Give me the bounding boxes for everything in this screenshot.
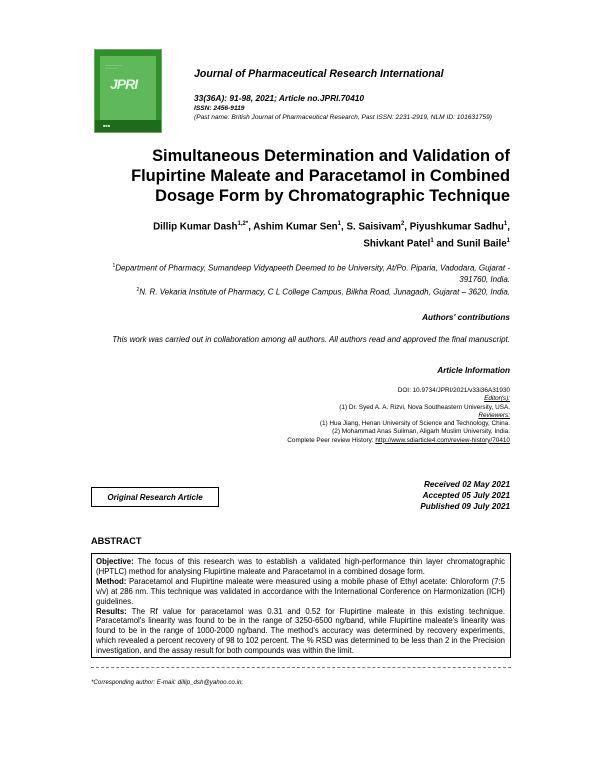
- article-info: [200, 387, 510, 445]
- author-line: [90, 217, 510, 234]
- reviewer-entry: (2) Mohammad Anas Suliman, Aligarh Muslim University, India.: [332, 428, 510, 436]
- author-separator: and: [433, 238, 457, 250]
- abstract-box: [91, 553, 511, 658]
- article-info-heading: Article Information: [437, 366, 510, 375]
- author-affil-mark: 1,2*: [237, 221, 249, 227]
- contributions-text: This work was carried out in collaboration among all authors. All authors read and approved the final manuscript.: [112, 335, 510, 344]
- affiliation-2: [90, 285, 510, 298]
- results-text: The Rf value for paracetamol was 0.31 and 0.52 for Flupirtine maleate in this existing technique. Paracetamol's linearity was found to be in the range of 3250-6500 ng/band, while Flupirtine maleate's linearity was found to be in the range of 1000-2000 ng/band. The method's accuracy was determined by recovery experiments, which revealed a percent recovery of 98 to 102 percent. The % RSD was determined to be less than 2 in the Precision investigation, and the assay result for both compounds was within the limit.: [96, 606, 505, 656]
- author-name: Piyushkumar Sadhu: [409, 221, 504, 233]
- author-affil-mark: 1: [430, 238, 434, 245]
- objective-label: Objective:: [96, 557, 134, 566]
- footnote-divider: [91, 667, 511, 668]
- author-affil-mark: 1: [506, 238, 510, 245]
- affiliations: [90, 261, 510, 297]
- author-line: [90, 234, 510, 251]
- title-line: Simultaneous Determination and Validation of: [152, 147, 510, 165]
- author-name: Ashim Kumar Sen: [253, 221, 338, 233]
- issn: ISSN: 2456-9119: [194, 105, 245, 112]
- journal-name: Journal of Pharmaceutical Research International: [194, 68, 444, 80]
- publication-dates: [300, 479, 510, 512]
- doi: DOI: 10.9734/JPRI/2021/v33i36A31930: [397, 387, 510, 394]
- abstract-method: [96, 577, 505, 607]
- author-name: S. Saisivam: [346, 221, 401, 233]
- author-separator: ,: [341, 221, 347, 233]
- author-affil-mark: 2: [400, 221, 405, 227]
- published-date: Published 09 July 2021: [420, 502, 510, 511]
- reviewer-entry: (1) Hua Jiang, Henan University of Science and Technology, China.: [319, 420, 510, 428]
- review-history-label: Complete Peer review History:: [287, 436, 376, 444]
- affiliation-text: Department of Pharmacy, Sumandeep Vidyapeeth Deemed to be University, At/Po. Piparia, Vadodara, Gujarat - 391760, India.: [115, 263, 510, 284]
- affiliation-text: N. R. Vekaria Institute of Pharmacy, C L College Campus, Bilkha Road, Junagadh, Gujarat – 3620, India.: [139, 287, 510, 297]
- review-history-link[interactable]: http://www.sdiarticle4.com/review-history/70410: [375, 436, 510, 444]
- results-label: Results:: [96, 606, 127, 616]
- author-separator: ,: [248, 221, 254, 233]
- method-text: Paracetamol and Flupirtine maleate were measured using a mobile phase of Ethyl acetate: Chloroform (7:5 v/v) at 286 nm. This technique was validated in accordance with the International Conference on Harmonization (ICH) guidelines.: [96, 576, 505, 606]
- author-separator: ,: [404, 221, 410, 233]
- author-affil-mark: 1: [503, 221, 508, 227]
- author-name: Sunil Baile: [456, 238, 507, 250]
- method-label: Method:: [96, 576, 127, 586]
- author-separator: ,: [507, 221, 510, 233]
- article-type-badge: Original Research Article: [91, 487, 219, 507]
- paper-title: [90, 146, 510, 206]
- volume-info: 33(36A): 91-98, 2021; Article no.JPRI.70410: [194, 93, 365, 103]
- journal-cover-thumbnail: [94, 49, 162, 133]
- title-line: Dosage Form by Chromatographic Technique: [155, 187, 510, 205]
- objective-text: The focus of this research was to establish a validated high-performance thin layer chromatographic (HPTLC) method for analysing Flupirtine maleate and Paracetamol in a combined dosage form.: [96, 557, 505, 576]
- accepted-date: Accepted 05 July 2021: [422, 491, 510, 500]
- author-name: Shivkant Patel: [363, 238, 431, 250]
- abstract-results: [96, 607, 505, 657]
- editors-label: Editor(s):: [484, 395, 510, 403]
- title-line: Flupirtine Maleate and Paracetamol in Combined: [131, 167, 510, 185]
- abstract-objective: [96, 557, 505, 577]
- reviewers-label: Reviewers:: [478, 411, 510, 419]
- corresponding-author-footnote: *Corresponding author: E-mail: dillip_dsh@yahoo.co.in;: [91, 679, 244, 686]
- cover-logo: JPRI: [110, 76, 138, 92]
- affiliation-1: [90, 261, 510, 285]
- cover-footer-bar: ■■■: [95, 120, 161, 132]
- former-name-note: (Past name: British Journal of Pharmaceutical Research, Past ISSN: 2231-2919, NLM ID: 101631759): [194, 114, 492, 121]
- author-name: Dillip Kumar Dash: [153, 221, 238, 233]
- cover-tagline: ──────── ──────: [105, 63, 123, 70]
- review-history: [200, 437, 510, 445]
- contributions-heading: Authors' contributions: [422, 313, 510, 322]
- affiliation-mark: 2: [136, 286, 140, 293]
- abstract-heading: ABSTRACT: [91, 536, 142, 546]
- editor-entry: (1) Dr. Syed A. A. Rizvi, Nova Southeastern University, USA.: [339, 403, 510, 411]
- author-list: [90, 217, 510, 252]
- received-date: Received 02 May 2021: [423, 480, 510, 489]
- author-affil-mark: 1: [337, 221, 342, 227]
- affiliation-mark: 1: [112, 263, 116, 269]
